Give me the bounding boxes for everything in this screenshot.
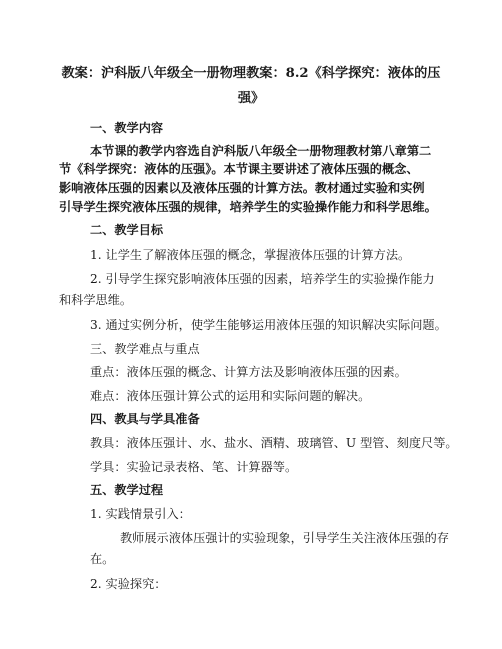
section-heading-key-points: 三、教学难点与重点 bbox=[90, 342, 200, 356]
student-tools-line: 学具：实验记录表格、笔、计算器等。 bbox=[90, 460, 298, 474]
objective-item-2: 2. 引导学生探究影响液体压强的因素，培养学生的实验操作能力 bbox=[90, 272, 435, 286]
content-paragraph-line-1: 本节课的教学内容选自沪科版八年级全一册物理教材第八章第二 bbox=[90, 144, 432, 158]
section-heading-materials: 四、教具与学具准备 bbox=[90, 412, 200, 426]
process-step-1: 1. 实践情景引入： bbox=[90, 507, 191, 521]
section-heading-process: 五、教学过程 bbox=[90, 483, 164, 497]
objective-item-1: 1. 让学生了解液体压强的概念，掌握液体压强的计算方法。 bbox=[90, 248, 411, 262]
content-paragraph-line-4: 引导学生探究液体压强的规律，培养学生的实验操作能力和科学思维。 bbox=[59, 200, 437, 214]
difficulty-line: 难点：液体压强计算公式的运用和实际问题的解决。 bbox=[90, 389, 371, 403]
section-heading-objectives: 二、教学目标 bbox=[90, 223, 164, 237]
objective-item-3: 3. 通过实例分析，使学生能够运用液体压强的知识解决实际问题。 bbox=[90, 318, 447, 332]
objective-item-2-continued: 和科学思维。 bbox=[59, 293, 133, 307]
process-step-1-detail: 教师展示液体压强计的实验现象，引导学生关注液体压强的存 bbox=[120, 531, 450, 545]
process-step-2: 2. 实验探究： bbox=[90, 577, 167, 591]
teaching-aids-line: 教具：液体压强计、水、盐水、酒精、玻璃管、U 型管、刻度尺等。 bbox=[90, 436, 458, 450]
process-step-1-detail-continued: 在。 bbox=[90, 552, 115, 566]
document-title-line-2: 强》 bbox=[237, 91, 265, 106]
content-paragraph-line-3: 影响液体压强的因素以及液体压强的计算方法。教材通过实验和实例 bbox=[59, 181, 425, 195]
content-paragraph-line-2: 节《科学探究：液体的压强》。本节课主要讲述了液体压强的概念、 bbox=[59, 162, 419, 176]
section-heading-content: 一、教学内容 bbox=[90, 121, 164, 135]
document-title-line-1: 教案：沪科版八年级全一册物理教案：8.2《科学探究：液体的压 bbox=[61, 66, 441, 81]
key-point-line: 重点：液体压强的概念、计算方法及影响液体压强的因素。 bbox=[90, 365, 407, 379]
